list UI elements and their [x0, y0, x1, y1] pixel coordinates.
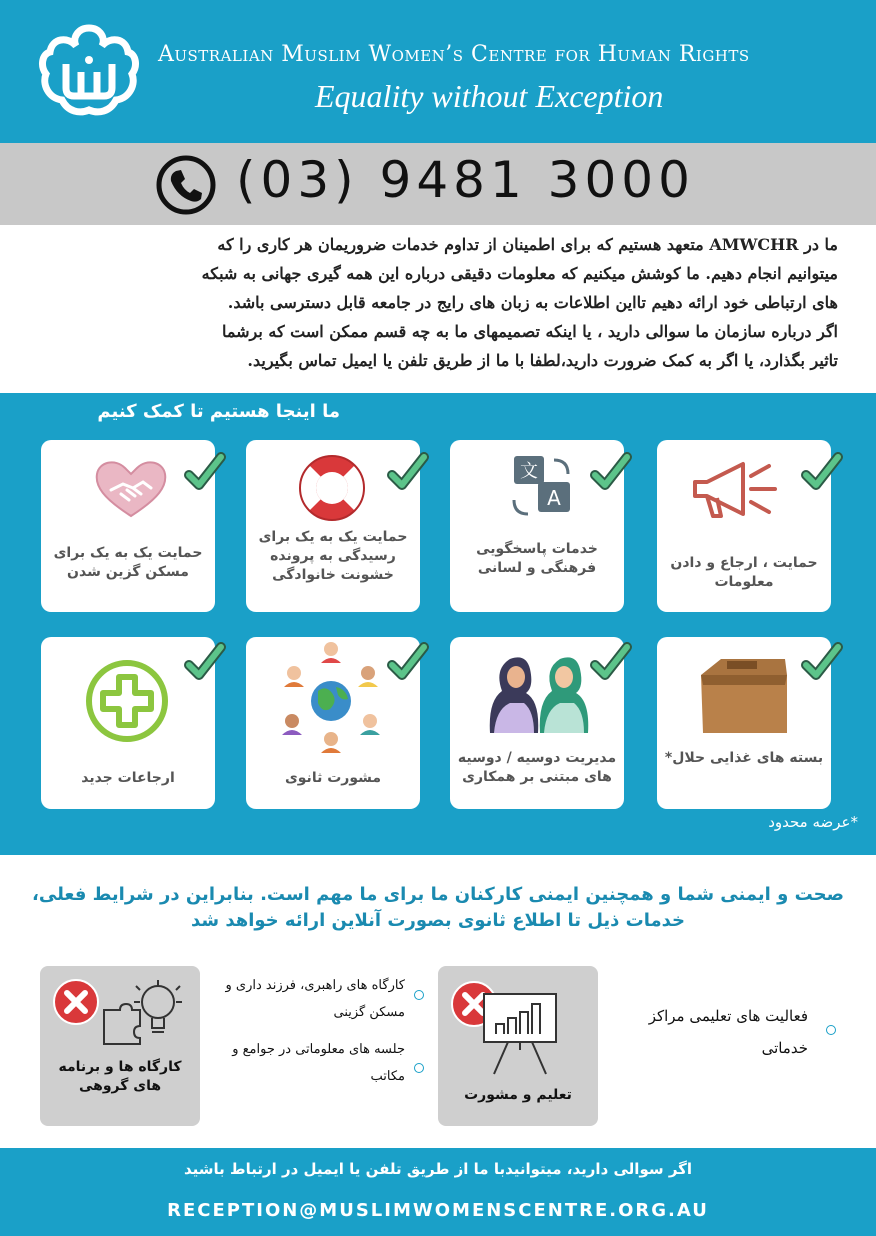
- svg-text:A: A: [547, 486, 561, 510]
- services-section: [0, 393, 876, 855]
- check-icon: [386, 451, 430, 495]
- service-card-label: بسته های غذایی حلال*: [664, 750, 824, 766]
- header: [0, 0, 876, 143]
- training-list: [608, 1000, 808, 1064]
- handshake-heart-icon: [93, 458, 169, 520]
- list-item: فعالیت های تعلیمی مراکز خدماتی: [648, 1007, 808, 1057]
- intro-line: میتوانیم انجام دهیم. ما کوشش میکنیم که معلومات دقیقی درباره این همه گیری جهانی به شبکه: [201, 264, 838, 283]
- service-card-label: حمایت ، ارجاع و دادن معلومات: [670, 555, 818, 590]
- workshops-panel: [40, 966, 200, 1126]
- check-icon: [589, 641, 633, 685]
- check-icon: [386, 641, 430, 685]
- safety-text: صحت و ایمنی شما و همچنین ایمنی کارکنان ما برای ما مهم است. بنابراین در شرایط فعلی، خدمات ذیل تا اطلاع ثانوی بصورت آنلاین ارائه خواهد شد: [32, 884, 844, 931]
- footer-question: اگر سوالی دارید، میتوانیدبا ما از طریق تلفن یا ایمیل در ارتباط باشید: [183, 1160, 693, 1178]
- bullet-icon: [414, 990, 424, 1000]
- services-title: ما اینجا هستیم تا کمک کنیم: [97, 401, 340, 422]
- phone-bar: [0, 143, 876, 225]
- bullet-icon: [826, 1025, 836, 1035]
- global-people-icon: [278, 639, 384, 757]
- translate-icon: [508, 454, 578, 520]
- presentation-board-icon: [480, 990, 560, 1076]
- tagline: Equality without Exception: [315, 78, 664, 114]
- x-icon: [52, 978, 100, 1026]
- training-panel: [438, 966, 598, 1126]
- service-card-label: حمایت یک به یک برای رسیدگی به پرونده خشونت خانوادگی: [258, 529, 408, 583]
- megaphone-icon: [691, 460, 783, 522]
- service-card-label: خدمات پاسخگویی فرهنگی و لسانی: [476, 541, 598, 576]
- logo-icon: [38, 22, 140, 118]
- workshops-list: [215, 972, 405, 1090]
- intro-line: تاثیر بگذارد، یا اگر به کمک ضرورت دارید،لطفا با ما از طریق تلفن یا ایمیل تماس بگیرید.: [247, 351, 838, 370]
- intro-line: اگر درباره سازمان ما سوالی دارید ، یا اینکه تصمیمهای ما به چه قسم ممکن است که برشما: [222, 322, 838, 341]
- list-item: کارگاه های راهبری، فرزند داری و مسکن گزینی: [225, 978, 405, 1020]
- women-talking-icon: [484, 647, 594, 733]
- lifebuoy-icon: [294, 450, 370, 526]
- box-icon: [697, 655, 791, 735]
- lightbulb-puzzle-icon: [100, 980, 186, 1046]
- phone-number[interactable]: (03) 9481 3000: [236, 151, 695, 209]
- service-card-label: ارجاعات جدید: [81, 770, 175, 786]
- phone-icon: [155, 154, 217, 216]
- check-icon: [800, 641, 844, 685]
- service-card-label: مدیریت دوسیه / دوسیه های مبتنی بر همکاری: [457, 750, 617, 785]
- check-icon: [589, 451, 633, 495]
- check-icon: [800, 451, 844, 495]
- plus-circle-icon: [85, 659, 169, 743]
- bullet-icon: [414, 1063, 424, 1073]
- limited-note: *عرضه محدود: [768, 813, 858, 831]
- workshops-label: کارگاه ها و برنامه های گروهی: [58, 1059, 182, 1094]
- training-label: تعلیم و مشورت: [464, 1087, 572, 1103]
- intro-text: [40, 230, 838, 375]
- check-icon: [183, 641, 227, 685]
- org-name: Australian Muslim Women’s Centre for Human Rights: [158, 42, 750, 67]
- list-item: جلسه های معلوماتی در جوامع و مکاتب: [232, 1042, 405, 1084]
- svg-text:文: 文: [520, 461, 538, 482]
- check-icon: [183, 451, 227, 495]
- intro-line: ما در AMWCHR متعهد هستیم که برای اطمینان از تداوم خدمات ضروریمان هر کاری را که: [217, 235, 838, 254]
- intro-line: های ارتباطی خود ارائه دهیم تااین اطلاعات به زبان های رایج در جامعه قابل دسترسی باشد.: [227, 293, 838, 312]
- footer-email-link[interactable]: RECEPTION@MUSLIMWOMENSCENTRE.ORG.AU: [167, 1200, 709, 1221]
- service-card-label: حمایت یک به یک برای مسکن گزین شدن: [53, 545, 203, 580]
- footer: [0, 1148, 876, 1236]
- service-card-label: مشورت ثانوی: [284, 770, 382, 786]
